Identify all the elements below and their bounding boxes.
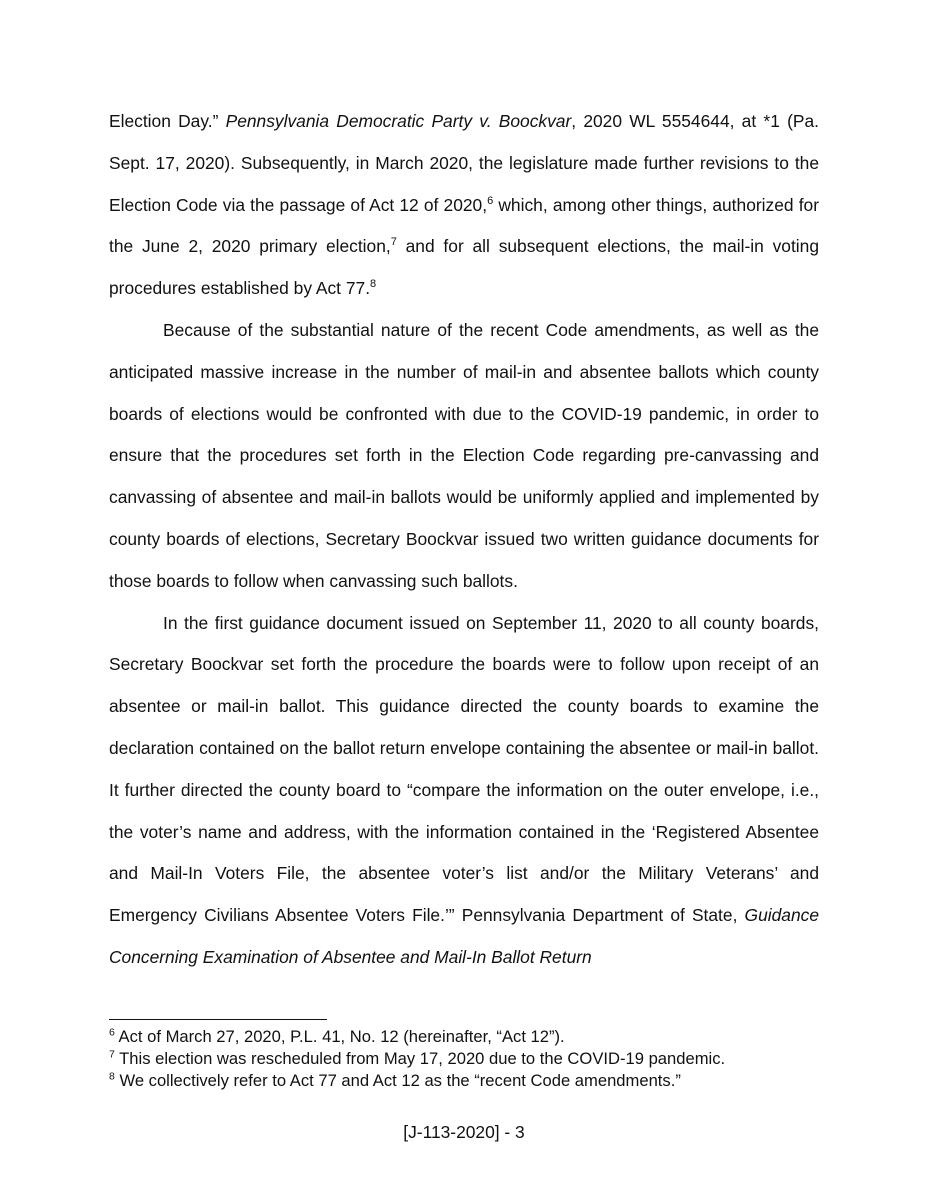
footnote-ref-6[interactable]: 6 [487,194,494,207]
footnote-number: 8 [109,1070,115,1083]
footnote-text: Act of March 27, 2020, P.L. 41, No. 12 (hereinafter, “Act 12”). [114,1027,565,1046]
case-citation: Pennsylvania Democratic Party v. Boockvar [225,111,572,131]
page-number: [J-113-2020] - 3 [403,1122,525,1142]
paragraph-1-text-b: , 2020 WL 5554644, at *1 (Pa. Sept. 17, 2020). Subsequently, in March 2020, the legislature made further revisions to the Election Code via the passage of Act 12 of 2020, [109,111,819,215]
footnote-number: 7 [109,1048,115,1061]
footnote-text: This election was rescheduled from May 17, 2020 due to the COVID-19 pandemic. [114,1049,726,1068]
opinion-body [109,101,819,979]
paragraph-2: Because of the substantial nature of the recent Code amendments, as well as the anticipated massive increase in the number of mail-in and absentee ballots which county boards of elections would be confronted with due to the COVID-19 pandemic, in order to ensure that the procedures set forth in the Election Code regarding pre-canvassing and canvassing of absentee and mail-in ballots would be uniformly applied and implemented by county boards of elections, Secretary Boockvar issued two written guidance documents for those boards to follow when canvassing such ballots. [109,319,819,591]
footnote-number: 6 [109,1026,115,1039]
paragraph-1-text-c: which, among other things, authorized for the June 2, 2020 primary election, [109,194,820,257]
footnote-8 [109,1070,829,1092]
guidance-title: Guidance Concerning Examination of Absentee and Mail-In Ballot Return [109,905,819,967]
paragraph-3 [109,603,819,979]
paragraph-3-text: In the first guidance document issued on September 11, 2020 to all county boards, Secretary Boockvar set forth the procedure the boards were to follow upon receipt of an absentee or mail-in ballot. This guidance directed the county boards to examine the declaration contained on the ballot return envelope containing the absentee or mail-in ballot. It further directed the county board to “compare the information on the outer envelope, i.e., the voter’s name and address, with the information contained in the ‘Registered Absentee and Mail-In Voters File, the absentee voter’s list and/or the Military Veterans’ and Emergency Civilians Absentee Voters File.’” Pennsylvania Department of State, [109,612,819,926]
footnotes [109,1026,829,1092]
footnote-divider [109,1019,327,1020]
paragraph-1-text-a: Election Day.” [109,111,226,131]
footnote-ref-7[interactable]: 7 [390,236,397,249]
footnote-7 [109,1048,829,1070]
footnote-ref-8[interactable]: 8 [370,278,377,291]
footnote-6 [109,1026,829,1048]
paragraph-1-text-d: and for all subsequent elections, the mail-in voting procedures established by Act 77. [109,236,819,299]
footnote-text: We collectively refer to Act 77 and Act 12 as the “recent Code amendments.” [114,1071,681,1090]
paragraph-1 [109,101,819,310]
